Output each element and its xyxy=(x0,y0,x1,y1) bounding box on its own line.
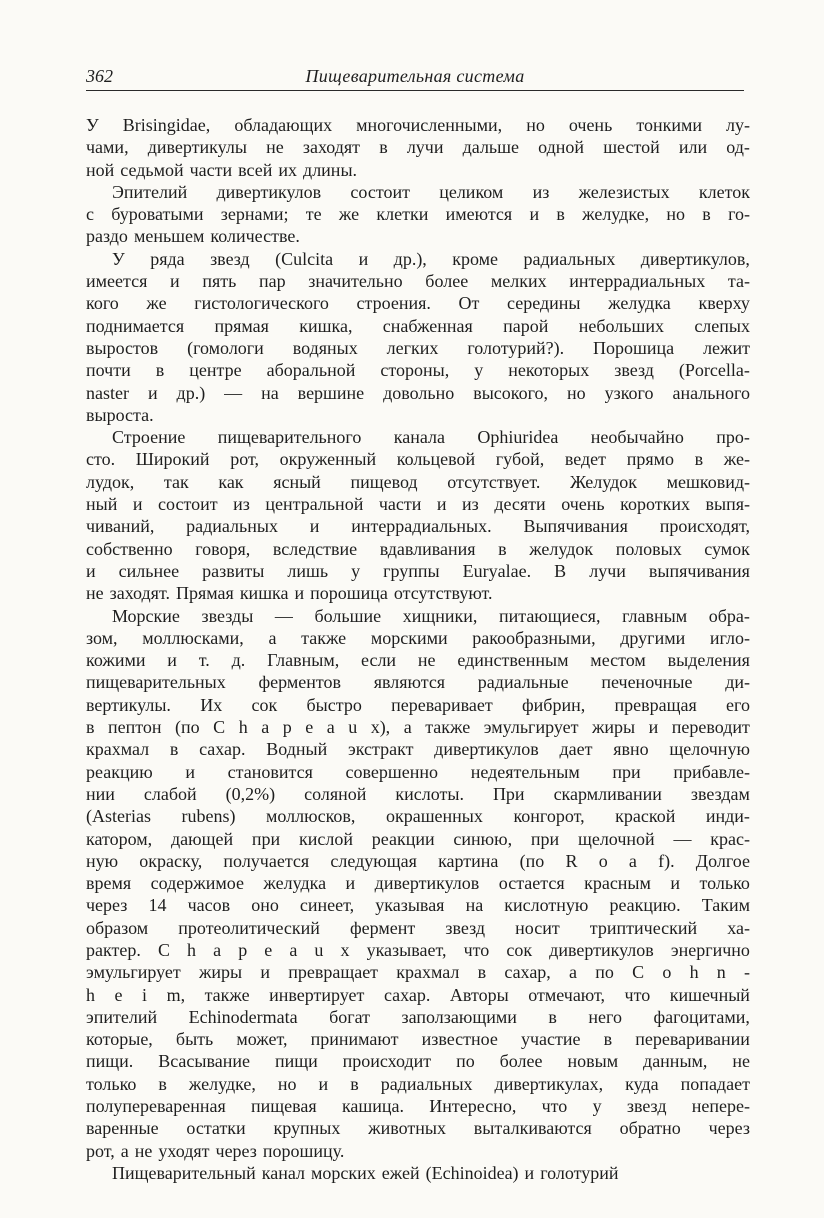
paragraph xyxy=(86,181,750,248)
text-line: имеется и пять пар значительно более мелких интеррадиальных та- xyxy=(86,271,750,292)
text-line: Пищеварительный канал морских ежей (Echinoidea) и голотурий xyxy=(112,1162,619,1183)
text-line: образом протеолитический фермент звезд носит триптический ха- xyxy=(86,917,750,938)
paragraph xyxy=(86,114,750,181)
text-line: Строение пищеварительного канала Ophiuridea необычайно про- xyxy=(112,427,750,448)
text-line: У Brisingidae, обладающих многочисленными, но очень тонкими лу- xyxy=(86,115,750,135)
text-line: (Asterias rubens) моллюсков, окрашенных конгорот, краской инди- xyxy=(86,806,750,827)
paragraph xyxy=(86,1162,750,1184)
paragraph xyxy=(86,248,750,426)
text-line: собственно говоря, вследствие вдавливания в желудок половых сумок xyxy=(86,538,750,559)
text-line: катором, дающей при кислой реакции синюю, при щелочной — крас- xyxy=(86,828,750,849)
text-line: сто. Широкий рот, окруженный кольцевой губой, ведет прямо в же- xyxy=(86,449,750,470)
text-line: которые, быть может, принимают известное участие в переваривании xyxy=(86,1029,750,1050)
text-line: выростов (гомологи водяных легких голотурий?). Порошица лежит xyxy=(86,337,750,358)
text-line: и сильнее развиты лишь у группы Euryalae. В лучи выпячивания xyxy=(86,560,750,581)
text-line: через 14 часов оно синеет, указывая на кислотную реакцию. Таким xyxy=(86,895,750,916)
text-line: время содержимое желудка и дивертикулов остается красным и только xyxy=(86,873,750,894)
page-number: 362 xyxy=(86,66,113,86)
page-header xyxy=(86,62,744,91)
text-line: лудок, так как ясный пищевод отсутствует. Желудок мешковид- xyxy=(86,471,750,492)
text-line: Эпителий дивертикулов состоит целиком из железистых клеток xyxy=(112,181,750,202)
text-line: ной седьмой части всей их длины. xyxy=(86,159,358,180)
text-line: ный и состоит из центральной части и из десяти очень коротких выпя- xyxy=(86,494,750,515)
text-line: naster и др.) — на вершине довольно высокого, но узкого анального xyxy=(86,382,750,403)
text-line: раздо меньшем количестве. xyxy=(86,226,300,247)
text-line: пищи. Всасывание пищи происходит по более новым данным, не xyxy=(86,1051,750,1072)
text-line: зом, моллюсками, а также морскими ракообразными, другими игло- xyxy=(86,627,750,648)
text-line: чами, дивертикулы не заходят в лучи дальше одной шестой или од- xyxy=(86,137,750,158)
text-line: почти в центре аборальной стороны, у некоторых звезд (Porcella- xyxy=(86,360,750,381)
text-line: h e i m, также инвертирует сахар. Авторы отмечают, что кишечный xyxy=(86,984,750,1005)
body-text xyxy=(86,114,750,1184)
text-line: пищеварительных ферментов являются радиальные печеночные ди- xyxy=(86,672,750,693)
text-line: ную окраску, получается следующая картина (по R o a f). Долгое xyxy=(86,850,750,871)
text-line: в пептон (по C h a p e a u x), а также эмульгирует жиры и переводит xyxy=(86,717,750,738)
text-line: варенные остатки крупных животных выталкиваются обратно через xyxy=(86,1118,750,1139)
text-line: крахмал в сахар. Водный экстракт дивертикулов дает явно щелочную xyxy=(86,739,750,760)
text-line: кожими и т. д. Главным, если не единственным местом выделения xyxy=(86,650,750,671)
text-line: поднимается прямая кишка, снабженная парой небольших слепых xyxy=(86,315,750,336)
text-line: рот, а не уходят через порошицу. xyxy=(86,1140,345,1161)
text-line: У ряда звезд (Culcita и др.), кроме радиальных дивертикулов, xyxy=(112,248,750,269)
paragraph xyxy=(86,605,750,1162)
text-line: кого же гистологического строения. От середины желудка кверху xyxy=(86,293,750,314)
text-line: с буроватыми зернами; те же клетки имеются и в желудке, но в го- xyxy=(86,204,750,225)
text-line: реакцию и становится совершенно недеятельным при прибавле- xyxy=(86,761,750,782)
text-line: эпителий Echinodermata богат заползающими в него фагоцитами, xyxy=(86,1006,750,1027)
text-line: рактер. C h a p e a u x указывает, что сок дивертикулов энергично xyxy=(86,939,750,960)
text-line: Морские звезды — большие хищники, питающиеся, главным обра- xyxy=(112,605,750,626)
text-line: эмульгирует жиры и превращает крахмал в сахар, а по C o h n - xyxy=(86,962,750,983)
text-line: полупереваренная пищевая кашица. Интересно, что у звезд непере- xyxy=(86,1096,750,1117)
paragraph xyxy=(86,426,750,604)
text-line: вертикулы. Их сок быстро переваривает фибрин, превращая его xyxy=(86,694,750,715)
text-line: чиваний, радиальных и интеррадиальных. Выпячивания происходят, xyxy=(86,516,750,537)
text-line: только в желудке, но и в радиальных дивертикулах, куда попадает xyxy=(86,1073,750,1094)
text-line: выроста. xyxy=(86,404,154,425)
text-line: нии слабой (0,2%) соляной кислоты. При скармливании звездам xyxy=(86,783,750,804)
text-line: не заходят. Прямая кишка и порошица отсутствуют. xyxy=(86,583,493,604)
running-title: Пищеварительная система xyxy=(305,66,525,86)
